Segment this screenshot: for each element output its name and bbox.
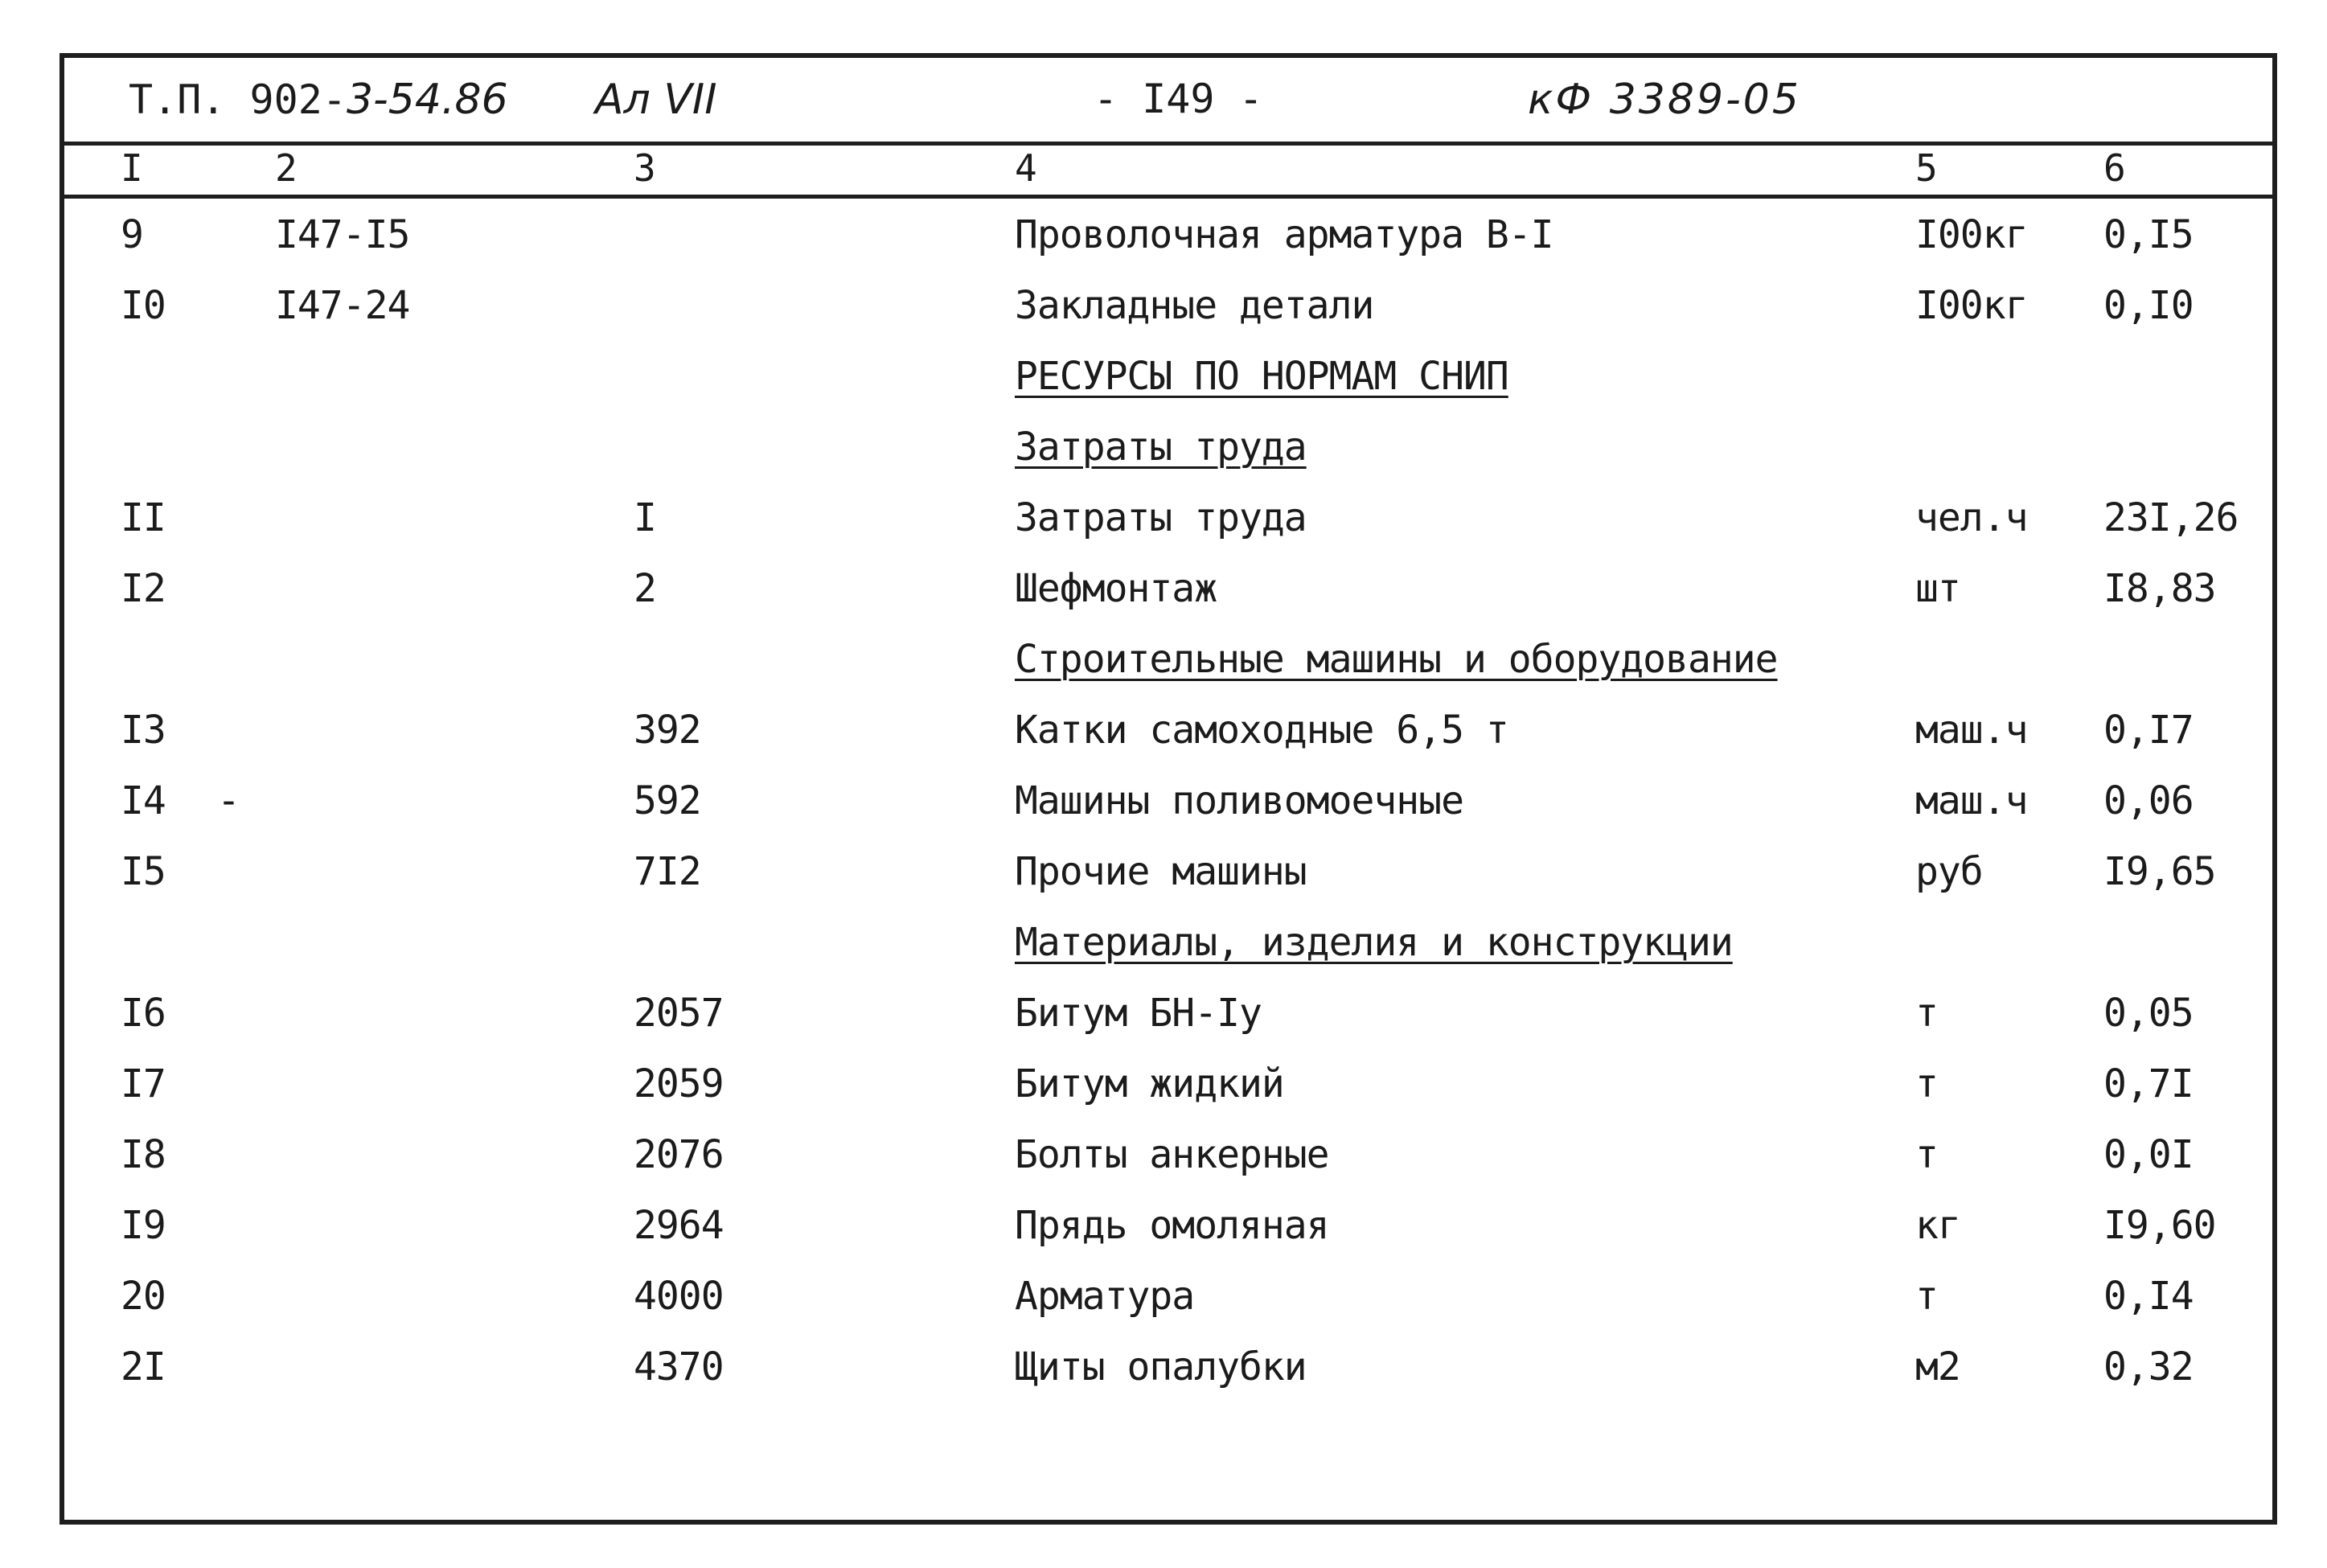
- album-mark: Ал VII: [595, 76, 717, 124]
- row-number: I7: [121, 1061, 166, 1106]
- row-resource-code: 2: [634, 566, 656, 611]
- table-row: [64, 1061, 2272, 1126]
- row-resource-code: 4370: [634, 1344, 724, 1389]
- row-number: I4: [121, 778, 166, 823]
- row-quantity: 0,0I: [2103, 1132, 2194, 1177]
- row-number: I0: [121, 283, 166, 328]
- section-heading-row: [64, 425, 2272, 489]
- row-quantity: 23I,26: [2103, 495, 2239, 540]
- table-row: [64, 1203, 2272, 1267]
- row-name: Арматура: [1015, 1274, 1195, 1319]
- row-resource-code: 592: [634, 778, 701, 823]
- row-unit: шт: [1915, 566, 1960, 611]
- table-row: [64, 849, 2272, 913]
- row-name: Битум жидкий: [1015, 1061, 1284, 1106]
- row-name: Щиты опалубки: [1015, 1344, 1307, 1389]
- row-name: Прочие машины: [1015, 849, 1307, 894]
- header-divider: [64, 142, 2272, 146]
- row-number: I2: [121, 566, 166, 611]
- project-handwritten-suffix: 3-54.86: [346, 76, 508, 124]
- row-unit: маш.ч: [1915, 778, 2028, 823]
- row-quantity: 0,05: [2103, 991, 2194, 1036]
- table-row: [64, 1274, 2272, 1338]
- row-unit: I00кг: [1915, 283, 2028, 328]
- row-name: Битум БН-Iу: [1015, 991, 1262, 1036]
- row-unit: чел.ч: [1915, 495, 2028, 540]
- row-name: Шефмонтаж: [1015, 566, 1217, 611]
- project-number: [129, 76, 508, 124]
- column-header-divider: [64, 195, 2272, 199]
- row-name: Затраты труда: [1015, 495, 1307, 540]
- row-number: 20: [121, 1274, 166, 1319]
- row-unit: т: [1915, 1061, 1938, 1106]
- row-resource-code: 392: [634, 708, 701, 753]
- document-frame: [60, 53, 2277, 1525]
- section-heading-row: [64, 354, 2272, 418]
- table-row: [64, 566, 2272, 630]
- row-reference: I47-24: [275, 283, 410, 328]
- row-resource-code: 4000: [634, 1274, 724, 1319]
- row-number: I5: [121, 849, 166, 894]
- column-header-1: I: [121, 146, 143, 190]
- row-number: I3: [121, 708, 166, 753]
- row-name: Машины поливомоечные: [1015, 778, 1463, 823]
- row-number: 2I: [121, 1344, 166, 1389]
- row-unit: маш.ч: [1915, 708, 2028, 753]
- row-reference: I47-I5: [275, 212, 410, 257]
- table-row: [64, 708, 2272, 772]
- project-prefix: Т.П. 902-: [129, 76, 347, 123]
- table-row: [64, 1344, 2272, 1409]
- column-header-6: 6: [2103, 146, 2126, 190]
- row-number: I9: [121, 1203, 166, 1248]
- column-header-4: 4: [1015, 146, 1037, 190]
- column-header-5: 5: [1915, 146, 1938, 190]
- section-heading: РЕСУРСЫ ПО НОРМАМ СНИП: [1015, 354, 1508, 399]
- row-quantity: 0,I7: [2103, 708, 2194, 753]
- section-heading: Затраты труда: [1015, 425, 1307, 470]
- section-heading-row: [64, 920, 2272, 984]
- row-quantity: 0,32: [2103, 1344, 2194, 1389]
- document-code: кФ 3389-05: [1528, 76, 1801, 124]
- row-unit: руб: [1915, 849, 1983, 894]
- row-resource-code: 2057: [634, 991, 724, 1036]
- row-resource-code: I: [634, 495, 656, 540]
- row-quantity: I8,83: [2103, 566, 2216, 611]
- table-row: [64, 991, 2272, 1055]
- row-quantity: 0,06: [2103, 778, 2194, 823]
- row-reference: -: [217, 778, 240, 823]
- row-resource-code: 2059: [634, 1061, 724, 1106]
- row-name: Проволочная арматура В-I: [1015, 212, 1553, 257]
- row-unit: т: [1915, 991, 1938, 1036]
- section-heading: Материалы, изделия и конструкции: [1015, 920, 1733, 965]
- column-header-3: 3: [634, 146, 656, 190]
- row-quantity: 0,I4: [2103, 1274, 2194, 1319]
- row-unit: т: [1915, 1132, 1938, 1177]
- row-name: Катки самоходные 6,5 т: [1015, 708, 1508, 753]
- table-row: [64, 1132, 2272, 1197]
- row-quantity: 0,I5: [2103, 212, 2194, 257]
- column-header-2: 2: [275, 146, 298, 190]
- table-row: [64, 778, 2272, 843]
- section-heading: Строительные машины и оборудование: [1015, 637, 1778, 682]
- row-number: I6: [121, 991, 166, 1036]
- row-unit: I00кг: [1915, 212, 2028, 257]
- row-unit: м2: [1915, 1344, 1960, 1389]
- page-number: - I49 -: [1094, 76, 1263, 122]
- table-row: [64, 212, 2272, 277]
- row-quantity: 0,7I: [2103, 1061, 2194, 1106]
- row-number: I8: [121, 1132, 166, 1177]
- row-quantity: 0,I0: [2103, 283, 2194, 328]
- document-header: [64, 58, 2272, 145]
- row-unit: кг: [1915, 1203, 1960, 1248]
- row-name: Болты анкерные: [1015, 1132, 1329, 1177]
- row-name: Закладные детали: [1015, 283, 1374, 328]
- row-quantity: I9,60: [2103, 1203, 2216, 1248]
- row-name: Прядь омоляная: [1015, 1203, 1329, 1248]
- row-number: 9: [121, 212, 143, 257]
- row-resource-code: 7I2: [634, 849, 701, 894]
- row-resource-code: 2964: [634, 1203, 724, 1248]
- section-heading-row: [64, 637, 2272, 701]
- row-resource-code: 2076: [634, 1132, 724, 1177]
- row-number: II: [121, 495, 166, 540]
- row-quantity: I9,65: [2103, 849, 2216, 894]
- table-row: [64, 283, 2272, 347]
- row-unit: т: [1915, 1274, 1938, 1319]
- table-row: [64, 495, 2272, 560]
